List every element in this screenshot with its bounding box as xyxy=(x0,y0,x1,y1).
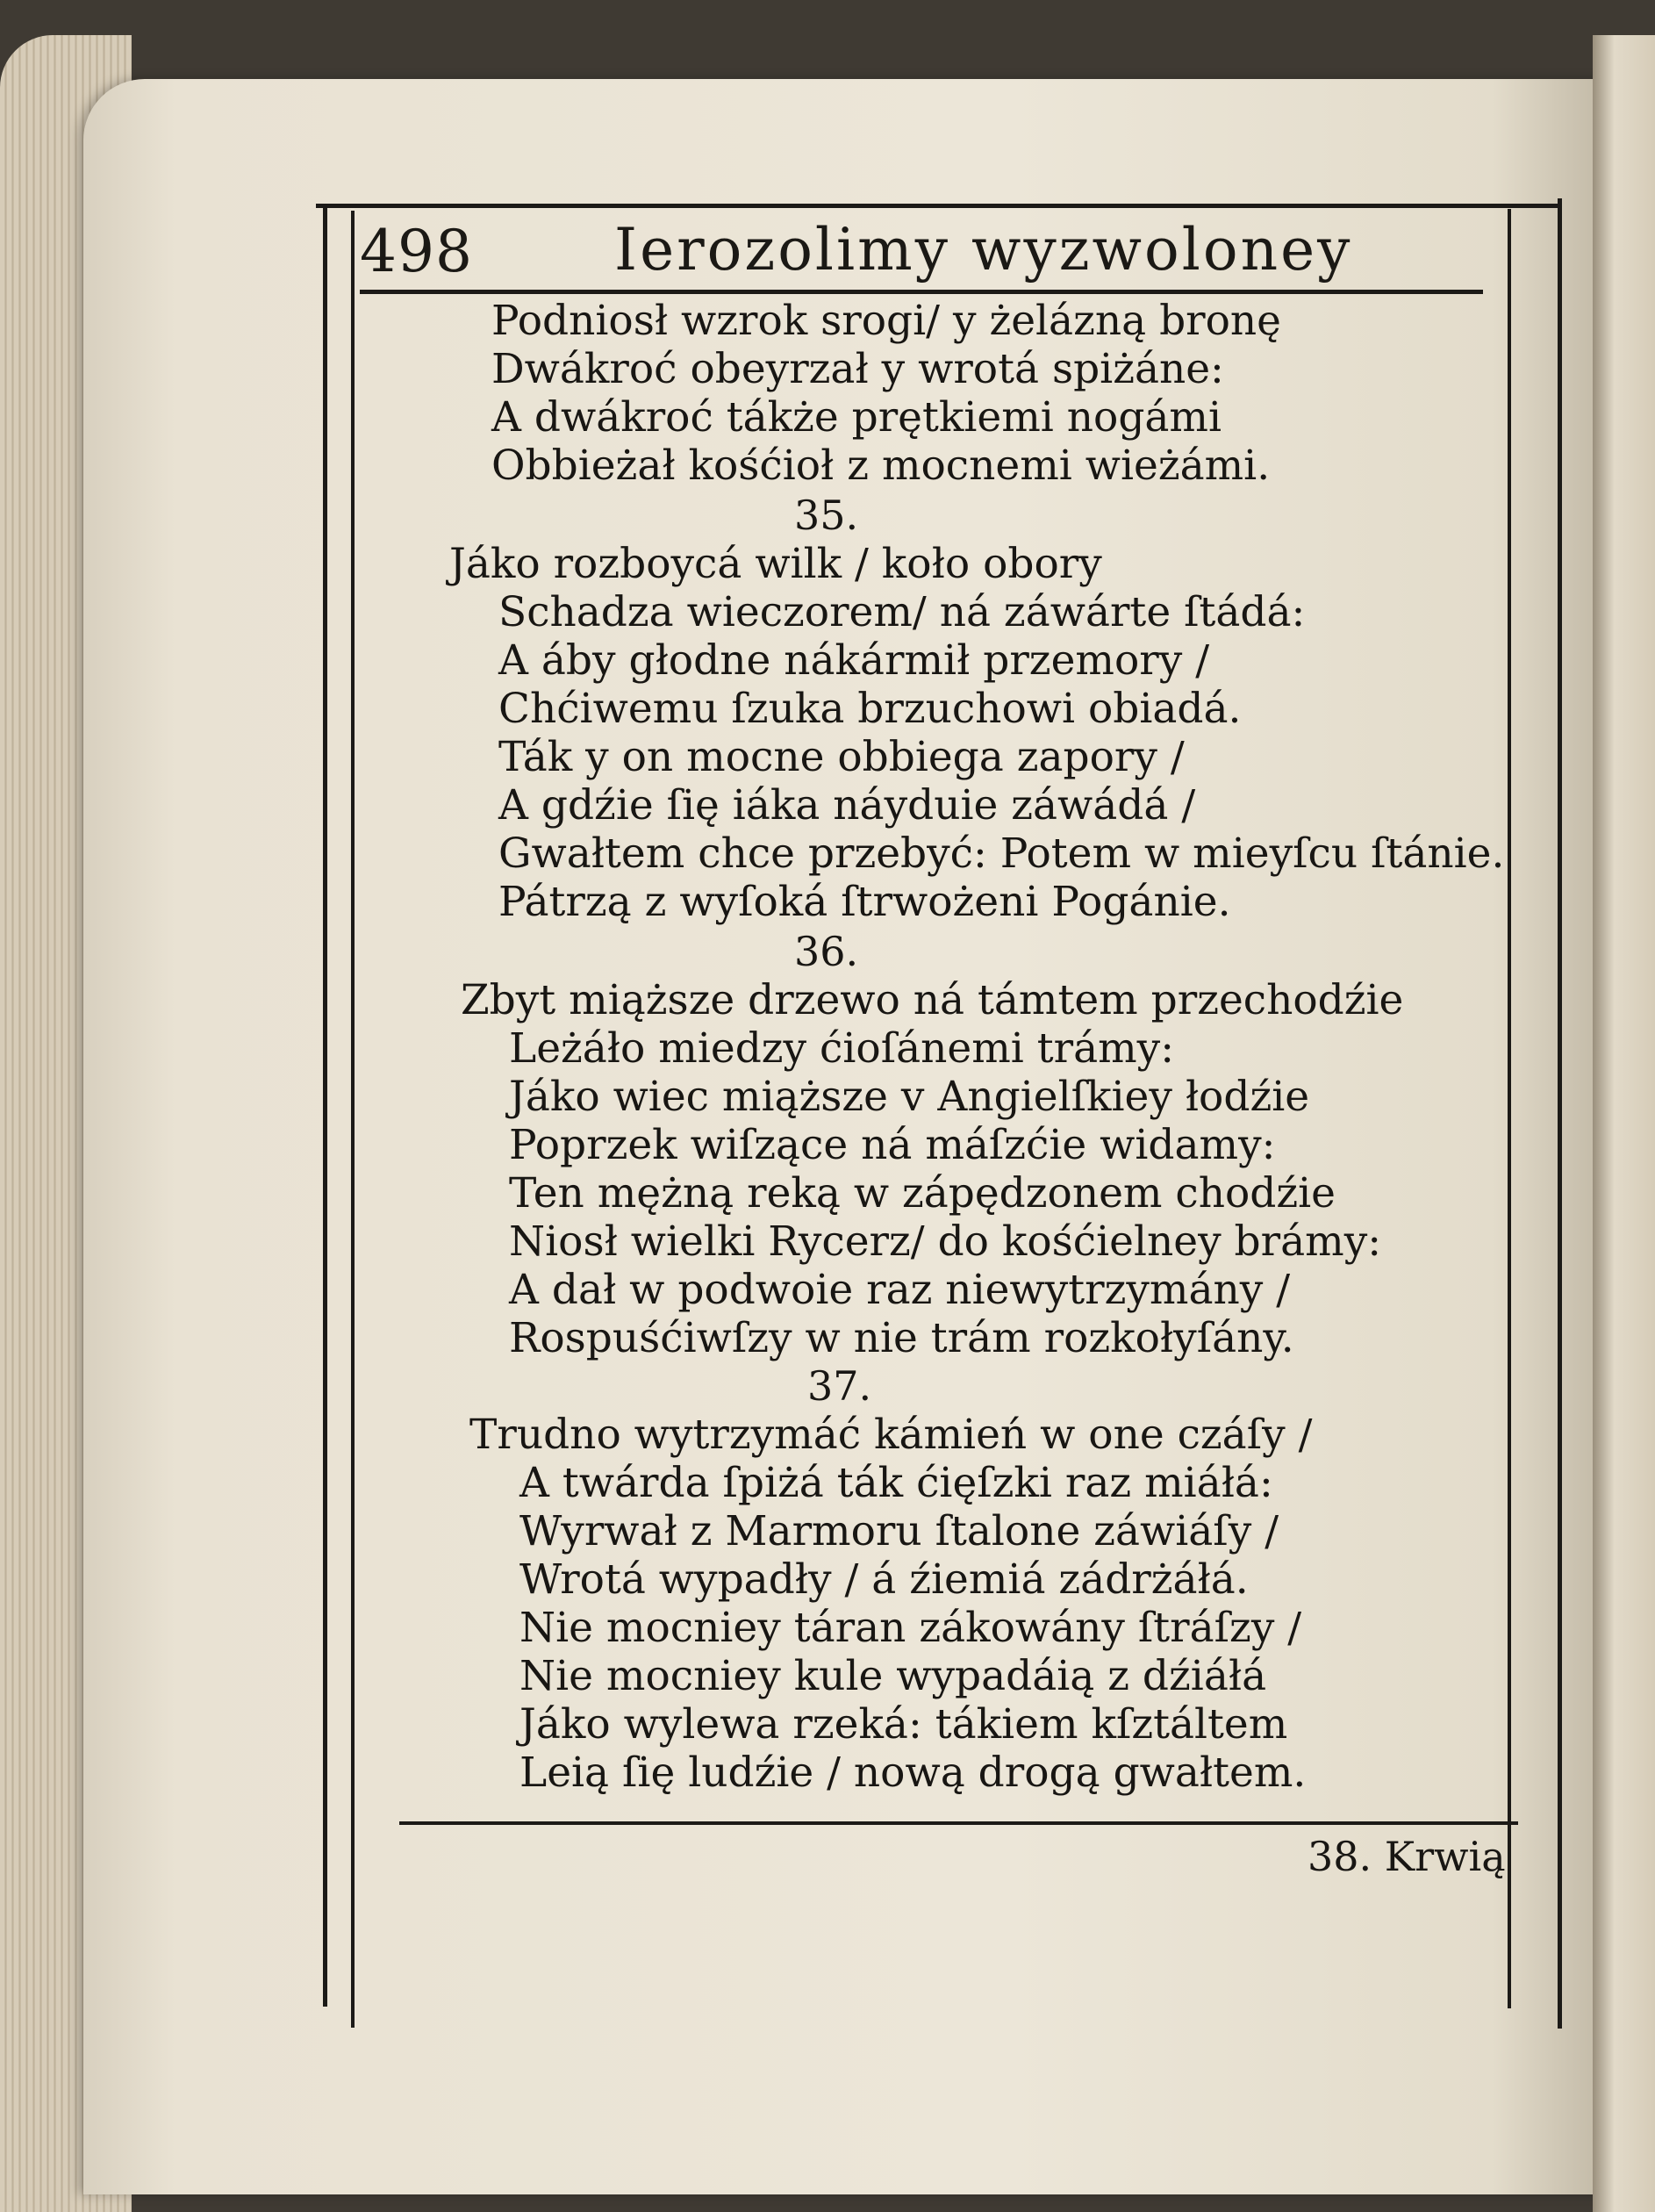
verse-line: Zbyt miąższe drzewo ná támtem przechodźie xyxy=(461,976,1404,1024)
running-title: Ierozolimy wyzwoloney xyxy=(614,216,1353,284)
verse-line: Wrotá wypadły / á źiemiá zádrżáłá. xyxy=(519,1555,1249,1604)
verse-line: Poprzek wiſzące ná máſzćie widamy: xyxy=(509,1121,1276,1169)
verse-line: Jáko rozboycá wilk / koło obory xyxy=(449,540,1102,588)
verse-line: A áby głodne nákármił przemory / xyxy=(498,636,1210,685)
catchword: 38. Krwią xyxy=(1308,1833,1506,1880)
stanza-number: 35. xyxy=(794,492,859,539)
page-number: 498 xyxy=(360,218,473,285)
verse-line: Gwałtem chce przebyć: Potem w mieyſcu ſtánie. xyxy=(498,830,1505,878)
verse-line: Leią ſię ludźie / nową drogą gwałtem. xyxy=(519,1749,1307,1797)
verse-line: Obbieżał kośćioł z mocnemi wieżámi. xyxy=(491,442,1271,490)
verse-line: Nie mocniey kule wypadáią z dźiáłá xyxy=(519,1652,1267,1700)
verse-line: Jáko wiec miąższe v Angielſkiey łodźie xyxy=(509,1073,1310,1121)
verse-line: A gdźie ſię iáka náyduie záwádá / xyxy=(498,781,1196,830)
verse-line: Podniosł wzrok srogi/ y żelázną bronę xyxy=(491,297,1281,345)
verse-line: Chćiwemu ſzuka brzuchowi obiadá. xyxy=(498,685,1242,733)
verse-line: Schadza wieczorem/ ná záwárte ſtádá: xyxy=(498,588,1306,636)
verse-line: Trudno wytrzymáć kámień w one czáſy / xyxy=(469,1411,1313,1459)
verse-line: Nie mocniey táran zákowány ſtráſzy / xyxy=(519,1604,1302,1652)
verse-line: A dwákroć tákże prętkiemi nogámi xyxy=(491,393,1222,442)
verse-line: Ten mężną reką w zápędzonem chodźie xyxy=(509,1169,1336,1217)
verse-line: A twárda ſpiżá ták ćięſzki raz miáłá: xyxy=(519,1459,1273,1507)
verse-line: Dwákroć obeyrzał y wrotá spiżáne: xyxy=(491,345,1224,393)
verse-line: Ták y on mocne obbiega zapory / xyxy=(498,733,1185,781)
verse-line: Jáko wylewa rzeká: tákiem kſztáltem xyxy=(519,1700,1288,1749)
stanza-number: 36. xyxy=(794,928,859,975)
verse-line: Niosł wielki Rycerz/ do kośćielney brámy: xyxy=(509,1217,1382,1266)
verse-line: Pátrzą z wyſoká ſtrwożeni Pogánie. xyxy=(498,878,1231,926)
verse-line: Rospuśćiwſzy w nie trám rozkołyſány. xyxy=(509,1314,1294,1362)
verse-line: Leżáło miedzy ćioſánemi trámy: xyxy=(509,1024,1175,1073)
footer-rule xyxy=(399,1821,1518,1825)
stanza-number: 37. xyxy=(807,1362,872,1410)
verse-line: A dał w podwoie raz niewytrzymány / xyxy=(509,1266,1291,1314)
verse-line: Wyrwał z Marmoru ſtalone záwiáſy / xyxy=(519,1507,1279,1555)
